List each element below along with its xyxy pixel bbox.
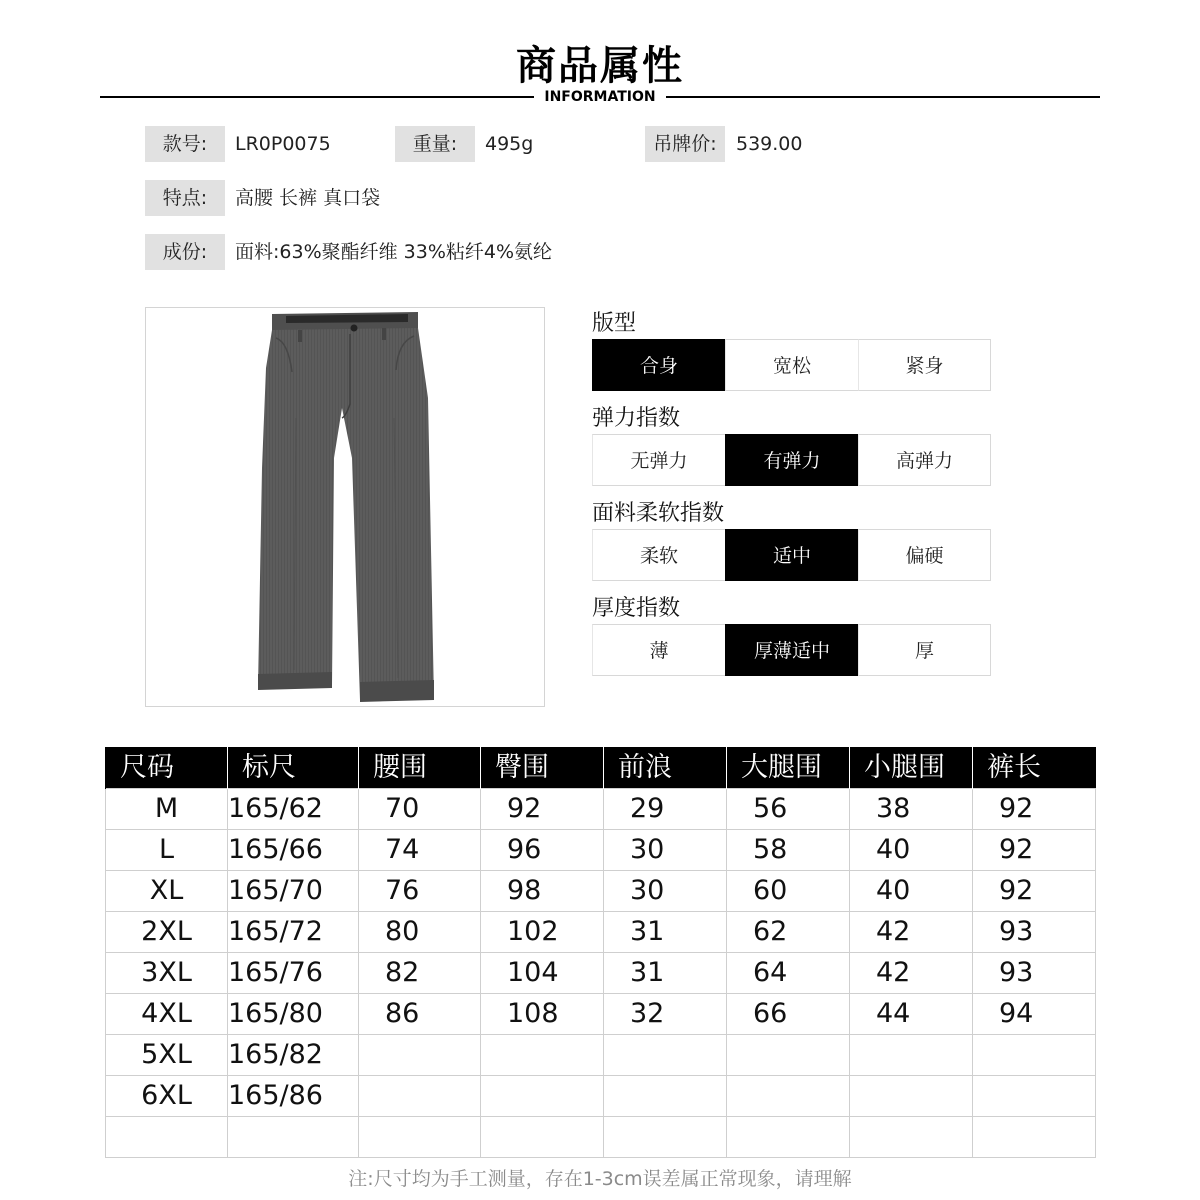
softness-option-soft[interactable]: 柔软 — [592, 529, 725, 581]
softness-option-medium[interactable]: 适中 — [725, 529, 858, 581]
table-cell — [850, 1117, 973, 1158]
feature-value: 高腰 长裤 真口袋 — [235, 187, 381, 209]
table-cell: 93 — [973, 953, 1096, 994]
table-cell: 5XL — [106, 1035, 228, 1076]
product-image-frame — [145, 307, 545, 707]
table-cell: 92 — [973, 830, 1096, 871]
composition-value: 面料:63%聚酯纤维 33%粘纤4%氨纶 — [235, 241, 553, 263]
table-row — [106, 1076, 1096, 1117]
thickness-option-thin[interactable]: 薄 — [592, 624, 725, 676]
table-cell: 86 — [359, 994, 481, 1035]
table-cell: 92 — [973, 789, 1096, 830]
table-cell — [973, 1035, 1096, 1076]
size-chart-table — [105, 747, 1096, 1158]
size-table-header-cell: 标尺 — [228, 747, 359, 789]
table-cell: XL — [106, 871, 228, 912]
elasticity-title: 弹力指数 — [592, 406, 681, 431]
table-row — [106, 789, 1096, 830]
table-cell: 165/82 — [228, 1035, 359, 1076]
table-cell: M — [106, 789, 228, 830]
measurement-note: 注:尺寸均为手工测量，存在1-3cm误差属正常现象，请理解 — [348, 1168, 852, 1190]
table-cell: 31 — [604, 953, 727, 994]
table-cell: 29 — [604, 789, 727, 830]
table-cell: 42 — [850, 953, 973, 994]
table-cell — [359, 1076, 481, 1117]
fit-option-loose[interactable]: 宽松 — [725, 339, 858, 391]
fit-option-regular[interactable]: 合身 — [592, 339, 725, 391]
thickness-option-medium[interactable]: 厚薄适中 — [725, 624, 858, 676]
fit-title: 版型 — [592, 311, 637, 336]
table-cell: 40 — [850, 871, 973, 912]
tag-price-value: 539.00 — [736, 133, 803, 155]
table-cell — [359, 1117, 481, 1158]
thickness-options — [592, 624, 996, 676]
table-cell — [481, 1076, 604, 1117]
table-cell — [727, 1076, 850, 1117]
table-cell: 38 — [850, 789, 973, 830]
table-cell — [228, 1117, 359, 1158]
table-cell — [973, 1076, 1096, 1117]
page-title: 商品属性 — [516, 43, 684, 89]
table-cell — [727, 1035, 850, 1076]
tag-price-label: 吊牌价: — [645, 126, 725, 162]
table-cell: 93 — [973, 912, 1096, 953]
table-cell: 62 — [727, 912, 850, 953]
table-cell: 165/72 — [228, 912, 359, 953]
size-table-header-cell: 裤长 — [973, 747, 1096, 789]
page-subtitle: INFORMATION — [544, 89, 656, 105]
table-cell: 31 — [604, 912, 727, 953]
table-cell: L — [106, 830, 228, 871]
table-cell: 104 — [481, 953, 604, 994]
softness-title: 面料柔软指数 — [592, 501, 725, 526]
table-cell — [481, 1117, 604, 1158]
thickness-option-thick[interactable]: 厚 — [858, 624, 991, 676]
table-cell: 165/80 — [228, 994, 359, 1035]
table-cell: 98 — [481, 871, 604, 912]
table-cell — [850, 1035, 973, 1076]
table-cell: 42 — [850, 912, 973, 953]
size-table-header-cell: 腰围 — [359, 747, 481, 789]
size-table-header-cell: 大腿围 — [727, 747, 850, 789]
table-row — [106, 953, 1096, 994]
table-cell: 165/66 — [228, 830, 359, 871]
table-cell — [727, 1117, 850, 1158]
table-cell: 76 — [359, 871, 481, 912]
table-cell: 4XL — [106, 994, 228, 1035]
table-cell — [604, 1076, 727, 1117]
table-cell: 6XL — [106, 1076, 228, 1117]
table-cell: 108 — [481, 994, 604, 1035]
composition-label: 成份: — [145, 234, 225, 270]
fit-option-slim[interactable]: 紧身 — [858, 339, 991, 391]
table-cell — [604, 1035, 727, 1076]
softness-options — [592, 529, 996, 581]
table-cell: 80 — [359, 912, 481, 953]
elasticity-option-high[interactable]: 高弹力 — [858, 434, 991, 486]
table-cell: 56 — [727, 789, 850, 830]
table-cell: 165/70 — [228, 871, 359, 912]
title-rule-left — [100, 96, 534, 98]
table-cell: 2XL — [106, 912, 228, 953]
size-table-header-cell: 臀围 — [481, 747, 604, 789]
trousers-image — [146, 308, 544, 706]
table-cell — [604, 1117, 727, 1158]
table-cell: 96 — [481, 830, 604, 871]
title-rule-right — [666, 96, 1100, 98]
elasticity-option-none[interactable]: 无弹力 — [592, 434, 725, 486]
table-cell: 58 — [727, 830, 850, 871]
weight-value: 495g — [485, 133, 534, 155]
table-cell: 94 — [973, 994, 1096, 1035]
table-row — [106, 830, 1096, 871]
softness-option-stiff[interactable]: 偏硬 — [858, 529, 991, 581]
table-cell: 82 — [359, 953, 481, 994]
table-cell: 165/86 — [228, 1076, 359, 1117]
table-row — [106, 912, 1096, 953]
table-cell: 92 — [973, 871, 1096, 912]
table-cell — [359, 1035, 481, 1076]
size-table-body — [106, 789, 1096, 1158]
style-number-value: LR0P0075 — [235, 133, 331, 155]
thickness-title: 厚度指数 — [592, 596, 681, 621]
table-cell: 40 — [850, 830, 973, 871]
fit-options — [592, 339, 996, 391]
table-cell — [973, 1117, 1096, 1158]
table-row — [106, 871, 1096, 912]
table-row — [106, 1117, 1096, 1158]
table-cell: 60 — [727, 871, 850, 912]
table-cell: 165/76 — [228, 953, 359, 994]
table-cell — [106, 1117, 228, 1158]
elasticity-options — [592, 434, 996, 486]
elasticity-option-stretch[interactable]: 有弹力 — [725, 434, 858, 486]
table-cell: 92 — [481, 789, 604, 830]
table-row — [106, 994, 1096, 1035]
table-cell: 64 — [727, 953, 850, 994]
style-number-label: 款号: — [145, 126, 225, 162]
table-cell: 70 — [359, 789, 481, 830]
table-cell — [481, 1035, 604, 1076]
table-cell: 30 — [604, 871, 727, 912]
table-cell: 44 — [850, 994, 973, 1035]
table-cell — [850, 1076, 973, 1117]
size-table-header — [106, 747, 1096, 789]
table-row — [106, 1035, 1096, 1076]
size-table-header-cell: 前浪 — [604, 747, 727, 789]
table-cell: 74 — [359, 830, 481, 871]
weight-label: 重量: — [395, 126, 475, 162]
table-cell: 3XL — [106, 953, 228, 994]
table-cell: 66 — [727, 994, 850, 1035]
feature-label: 特点: — [145, 180, 225, 216]
table-cell: 30 — [604, 830, 727, 871]
table-cell: 165/62 — [228, 789, 359, 830]
table-cell: 102 — [481, 912, 604, 953]
size-table-header-cell: 尺码 — [106, 747, 228, 789]
table-cell: 32 — [604, 994, 727, 1035]
size-table-header-cell: 小腿围 — [850, 747, 973, 789]
